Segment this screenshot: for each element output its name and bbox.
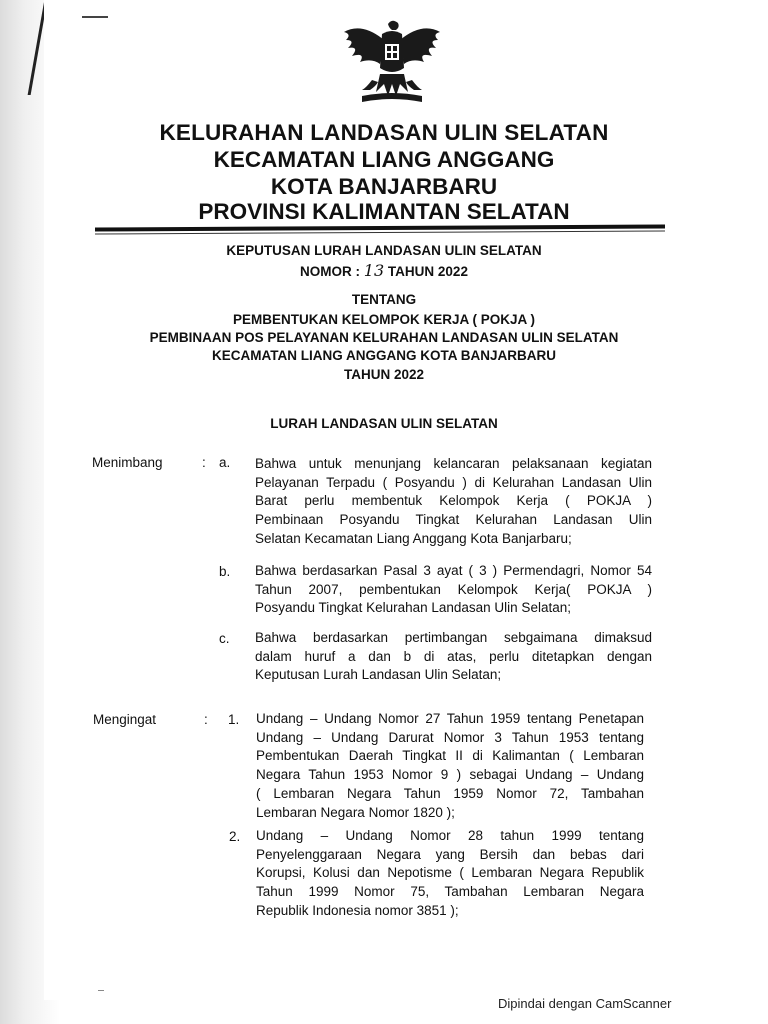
decree-title: KEPUTUSAN LURAH LANDASAN ULIN SELATAN	[226, 243, 542, 258]
text-line: Pembinaan Posyandu Tingkat Kelurahan Landasan Ulin	[255, 512, 652, 528]
decree-subject-1: PEMBENTUKAN KELOMPOK KERJA ( POKJA )	[232, 312, 536, 327]
decree-authority: LURAH LANDASAN ULIN SELATAN	[270, 416, 498, 431]
menimbang-a-text	[255, 455, 652, 549]
mengingat-1-text	[256, 710, 644, 822]
text-line: Undang – Undang Nomor 27 Tahun 1959 tentang Penetapan	[256, 711, 644, 726]
text-line: Undang – Undang Darurat Nomor 3 Tahun 1953 tentang	[256, 729, 644, 745]
text-line: Korupsi, Kolusi dan Nepotisme ( Lembaran Negara Republik	[256, 865, 644, 881]
decree-number	[0, 261, 768, 280]
menimbang-a-marker: a.	[219, 455, 231, 470]
garuda-emblem-icon	[332, 18, 452, 106]
mengingat-label: Mengingat	[93, 712, 157, 727]
scan-mark	[98, 990, 104, 991]
text-line: Negara Tahun 1953 Nomor 9 ) sebagai Undang – Undang	[256, 767, 644, 783]
text-line: Pembentukan Daerah Tingkat II di Kalimantan ( Lembaran	[256, 748, 644, 764]
text-line: Selatan Kecamatan Liang Anggang Kota Banjarbaru;	[255, 530, 572, 546]
header-line-1: KELURAHAN LANDASAN ULIN SELATAN	[159, 120, 609, 145]
text-line: ( Lembaran Negara Tahun 1959 Nomor 72, Tambahan	[256, 785, 644, 801]
decree-subject-4: TAHUN 2022	[343, 367, 425, 382]
mengingat-2-marker: 2.	[229, 829, 241, 844]
text-line: Bahwa untuk menunjang kelancaran pelaksanaan kegiatan	[255, 456, 652, 471]
header-line-2: KECAMATAN LIANG ANGGANG	[213, 147, 555, 172]
text-line: Tahun 1999 Nomor 75, Tambahan Lembaran Negara	[256, 884, 644, 900]
menimbang-b-marker: b.	[219, 564, 231, 579]
text-line: Bahwa berdasarkan pertimbangan sebgaimana dimaksud	[255, 630, 652, 645]
menimbang-c-text	[255, 629, 652, 685]
mengingat-colon: :	[204, 712, 208, 727]
menimbang-colon: :	[202, 455, 206, 470]
camscanner-watermark: Dipindai dengan CamScanner	[498, 996, 672, 1011]
decree-number-suffix: TAHUN 2022	[387, 264, 468, 279]
decree-subject-3: KECAMATAN LIANG ANGGANG KOTA BANJARBARU	[212, 348, 556, 363]
menimbang-b-text	[255, 562, 652, 618]
menimbang-label: Menimbang	[92, 455, 163, 470]
text-line: Undang – Undang Nomor 28 tahun 1999 tentang	[256, 828, 644, 843]
decree-number-value: 13	[363, 261, 385, 280]
text-line: Pelayanan Terpadu ( Posyandu ) di Kelurahan Landasan Ulin	[255, 474, 652, 490]
text-line: Barat perlu membentuk Kelompok Kerja ( POKJA )	[255, 493, 652, 509]
text-line: Keputusan Lurah Landasan Ulin Selatan;	[255, 667, 502, 683]
pen-mark	[82, 16, 108, 18]
text-line: Republik Indonesia nomor 3851 );	[256, 902, 459, 918]
decree-about: TENTANG	[351, 292, 417, 307]
text-line: Posyandu Tingkat Kelurahan Landasan Ulin Selatan;	[255, 600, 571, 616]
header-line-4: PROVINSI KALIMANTAN SELATAN	[198, 199, 570, 224]
mengingat-1-marker: 1.	[228, 712, 240, 727]
menimbang-c-marker: c.	[219, 631, 230, 646]
decree-number-prefix: NOMOR :	[300, 264, 361, 279]
text-line: Lembaran Negara Nomor 1820 );	[256, 804, 455, 820]
mengingat-2-text	[256, 827, 644, 921]
text-line: Penyelenggaraan Negara yang Bersih dan bebas dari	[256, 846, 644, 862]
decree-subject-2: PEMBINAAN POS PELAYANAN KELURAHAN LANDASAN ULIN SELATAN	[149, 330, 619, 345]
header-line-3: KOTA BANJARBARU	[270, 174, 498, 199]
text-line: Bahwa berdasarkan Pasal 3 ayat ( 3 ) Permendagri, Nomor 54	[255, 563, 652, 578]
text-line: Tahun 2007, pembentukan Kelompok Kerja( POKJA )	[255, 581, 652, 597]
text-line: dalam huruf a dan b di atas, perlu ditetapkan dengan	[255, 648, 652, 664]
